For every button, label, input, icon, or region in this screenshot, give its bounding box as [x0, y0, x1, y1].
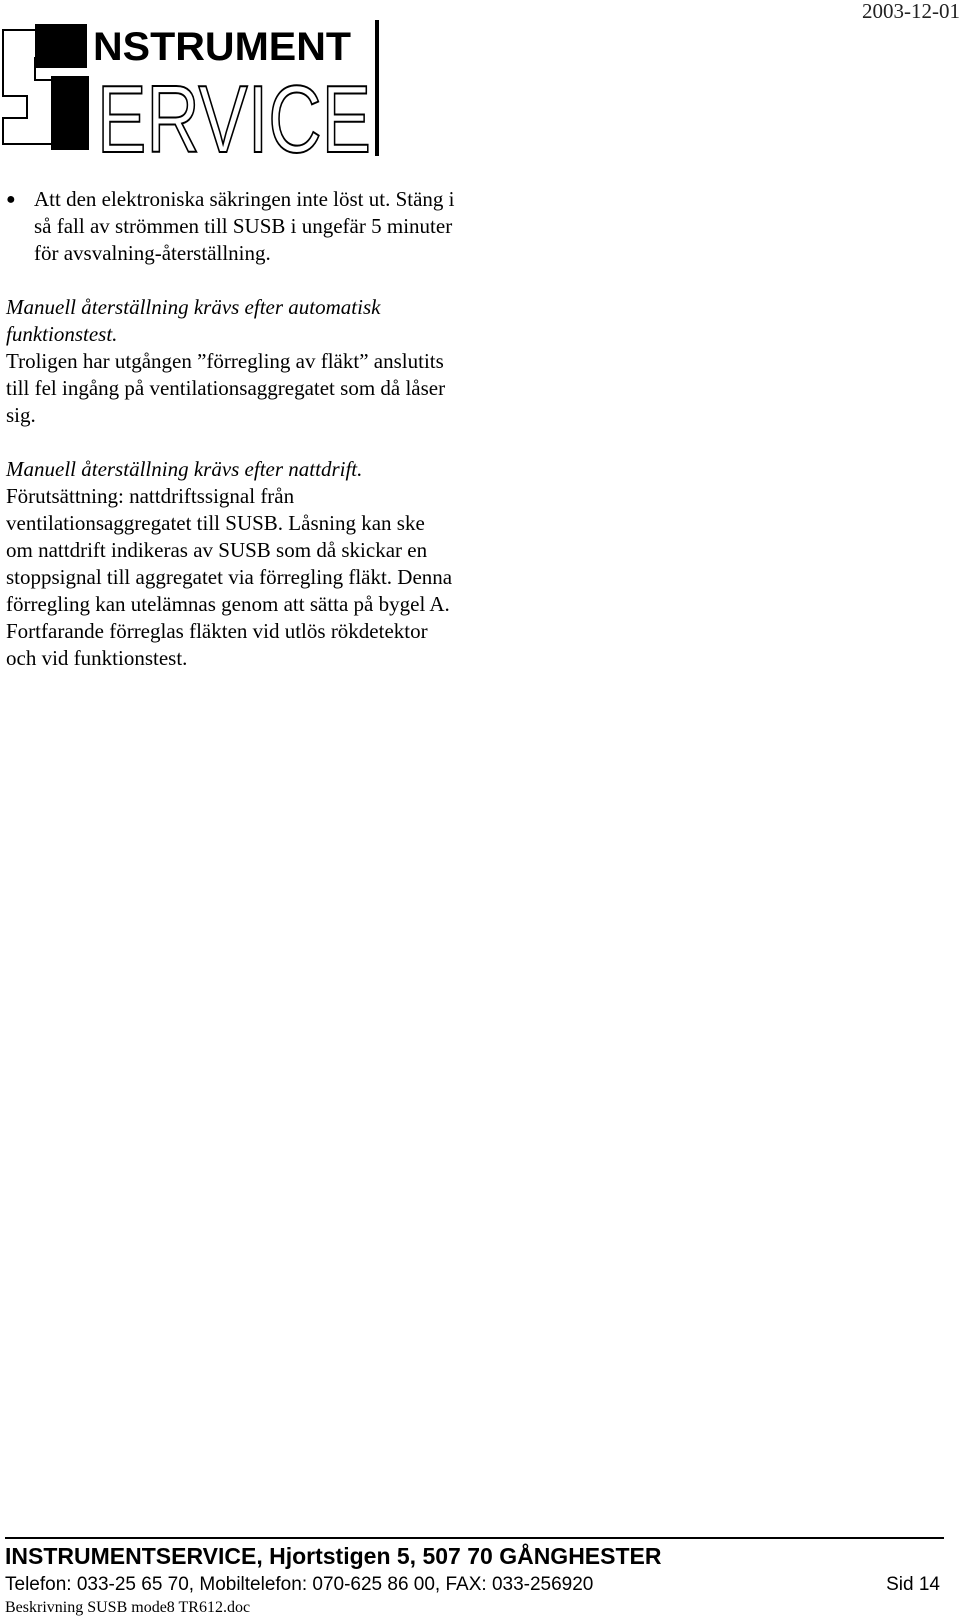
- list-item: [6, 186, 456, 267]
- footer-filename: Beskrivning SUSB mode8 TR612.doc: [5, 1599, 251, 1616]
- section-heading: Manuell återställning krävs efter nattdrift.: [6, 457, 363, 481]
- document-body: [6, 186, 456, 672]
- instrumentservice-logo: [3, 18, 395, 173]
- logo-bottom-word: ERVICE: [97, 66, 371, 173]
- page-number: Sid 14: [886, 1574, 940, 1595]
- footer-contact: Telefon: 033-25 65 70, Mobiltelefon: 070-625 86 00, FAX: 033-256920: [5, 1574, 594, 1595]
- bullet-list: [6, 186, 456, 267]
- footer-company: INSTRUMENTSERVICE, Hjortstigen 5, 507 70 GÅNGHESTER: [5, 1543, 662, 1569]
- header-date: 2003-12-01: [862, 0, 960, 23]
- footer-divider: [5, 1537, 944, 1539]
- logo-top-word: NSTRUMENT: [93, 25, 351, 69]
- bullet-icon: ●: [6, 191, 16, 208]
- section-heading: Manuell återställning krävs efter automatisk funktionstest.: [6, 295, 381, 346]
- bullet-text: Att den elektroniska säkringen inte löst ut. Stäng i så fall av strömmen till SUSB i ungefär 5 minuter för avsvalning-återställning.: [34, 187, 455, 265]
- section-text: Förutsättning: nattdriftssignal från ventilationsaggregatet till SUSB. Låsning kan ske om nattdrift indikeras av SUSB som då skickar en stoppsignal till aggregatet via förregling fläkt. Denna förregling kan utelämnas genom att sätta på bygel A. Fortfarande förreglas fläkten vid utlös rökdetektor och vid funktionstest.: [6, 484, 453, 670]
- section-text: Troligen har utgången ”förregling av fläkt” anslutits till fel ingång på ventilationsaggregatet som då låser sig.: [6, 349, 446, 427]
